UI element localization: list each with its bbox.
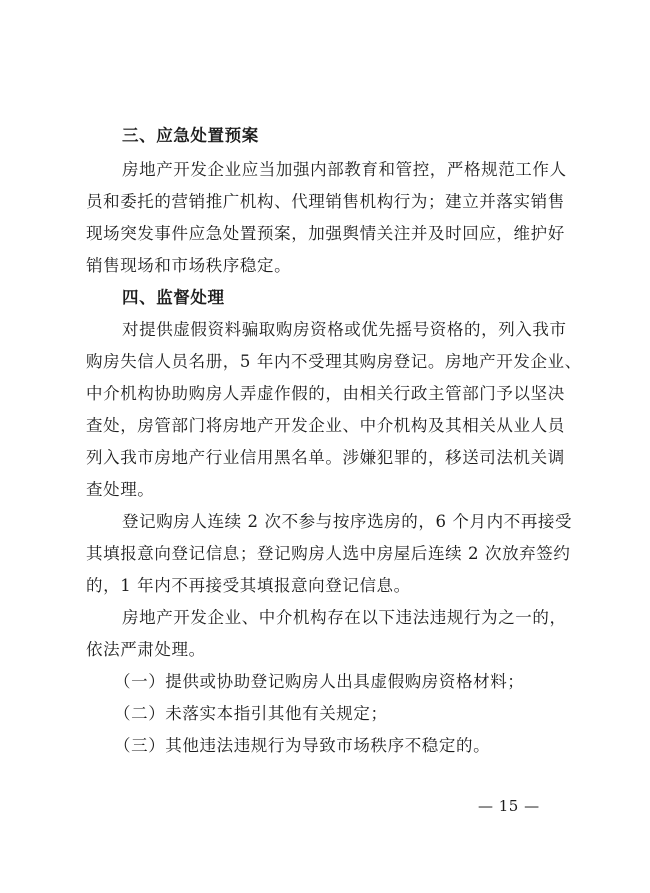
list-item: （二）未落实本指引其他有关规定； [114,704,388,723]
list-item: （一）提供或协助登记购房人出具虚假购房资格材料； [114,672,525,691]
paragraph-line: 销售现场和市场秩序稳定。 [86,256,292,275]
paragraph-line: 查处理。 [86,480,155,499]
paragraph-line: 的，1 年内不再接受其填报意向登记信息。 [86,576,411,595]
paragraph-line: 员和委托的营销推广机构、代理销售机构行为；建立并落实销售 [86,192,565,211]
paragraph-line: 其填报意向登记信息；登记购房人选中房屋后连续 2 次放弃签约 [86,544,571,563]
paragraph-line: 中介机构协助购房人弄虚作假的，由相关行政主管部门予以坚决 [86,384,565,403]
section-heading-supervision: 四、监督处理 [122,288,225,307]
paragraph-line: 依法严肃处理。 [86,640,206,659]
section-heading-emergency-plan: 三、应急处置预案 [122,126,259,145]
paragraph-line: 登记购房人连续 2 次不参与按序选房的，6 个月内不再接受 [122,512,573,531]
paragraph-line: 房地产开发企业、中介机构存在以下违法违规行为之一的， [122,608,567,627]
page-number: — 15 — [478,797,540,815]
paragraph-line: 购房失信人员名册，5 年内不受理其购房登记。房地产开发企业、 [86,352,582,371]
paragraph-line: 列入我市房地产行业信用黑名单。涉嫌犯罪的，移送司法机关调 [86,448,565,467]
list-item: （三）其他违法违规行为导致市场秩序不稳定的。 [114,736,491,755]
paragraph-line: 房地产开发企业应当加强内部教育和管控，严格规范工作人 [122,160,567,179]
paragraph-line: 查处，房管部门将房地产开发企业、中介机构及其相关从业人员 [86,416,565,435]
paragraph-line: 对提供虚假资料骗取购房资格或优先摇号资格的，列入我市 [122,320,567,339]
paragraph-line: 现场突发事件应急处置预案，加强舆情关注并及时回应，维护好 [86,224,565,243]
